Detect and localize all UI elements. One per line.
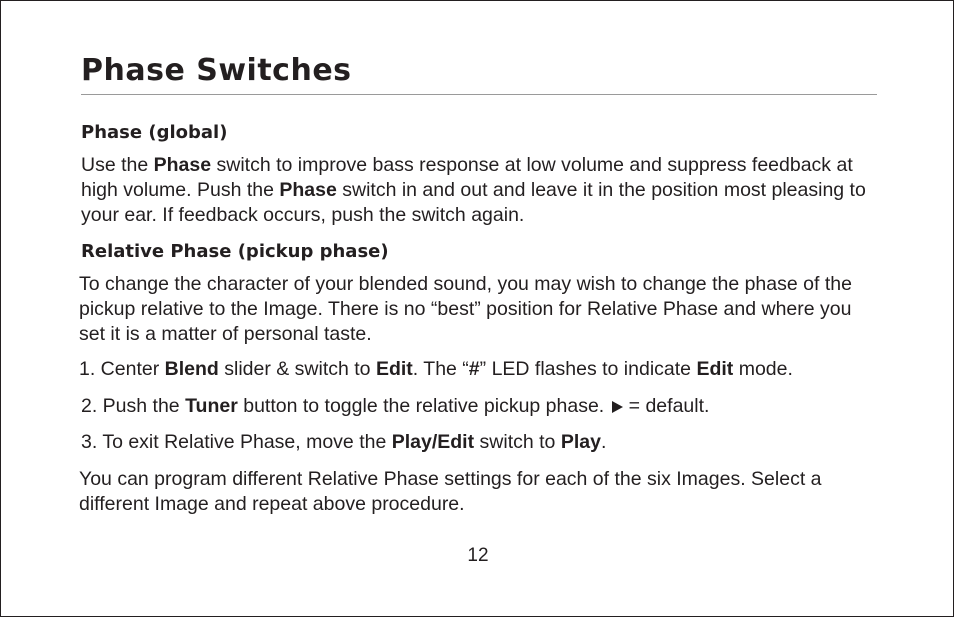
bold-term-phase: Phase xyxy=(153,154,212,176)
step-1 xyxy=(79,357,881,382)
text: mode. xyxy=(733,358,793,380)
bold-term-play: Play xyxy=(560,431,601,453)
text: ” LED flashes to indicate xyxy=(479,358,697,380)
section-heading-relative-phase: Relative Phase (pickup phase) xyxy=(81,241,389,262)
text: button to toggle the relative pickup phase. xyxy=(237,395,610,417)
text: 2. Push the xyxy=(81,395,186,417)
step-3 xyxy=(81,430,881,455)
text: . The “ xyxy=(412,358,469,380)
paragraph-relative-phase-intro: To change the character of your blended sound, you may wish to change the phase of the pickup relative to the Image. There is no “best” position for Relative Phase and where you set it is a matter of personal taste. xyxy=(79,273,852,345)
bold-term-blend: Blend xyxy=(164,358,219,380)
bold-term-hash: # xyxy=(468,358,480,380)
text: . xyxy=(600,431,607,453)
page-title: Phase Switches xyxy=(81,53,352,88)
text: = default. xyxy=(628,395,710,417)
text: Use the xyxy=(81,154,154,176)
bold-term-edit: Edit xyxy=(375,358,413,380)
title-divider xyxy=(81,94,877,95)
step-2 xyxy=(81,394,881,419)
text: switch in and out and leave it in the position most pleasing to your ear. If feedback occurs, push the switch again. xyxy=(81,179,866,226)
paragraph-relative-phase-outro: You can program different Relative Phase settings for each of the six Images. Select a different Image and repeat above procedure. xyxy=(79,468,822,515)
paragraph-phase-global xyxy=(81,153,881,228)
text: slider & switch to xyxy=(218,358,376,380)
section-heading-phase-global: Phase (global) xyxy=(81,122,228,143)
text: switch to xyxy=(474,431,561,453)
bold-term-edit: Edit xyxy=(696,358,734,380)
bold-term-phase: Phase xyxy=(279,179,337,201)
page-number: 12 xyxy=(467,545,489,566)
text: switch to improve bass response at low volume and suppress feedback at high volume. Push the xyxy=(81,154,853,201)
bold-term-tuner: Tuner xyxy=(185,395,238,417)
text: 3. To exit Relative Phase, move the xyxy=(81,431,392,453)
bold-term-play-edit: Play/Edit xyxy=(391,431,475,453)
play-triangle-icon xyxy=(612,401,623,413)
text: 1. Center xyxy=(79,358,165,380)
